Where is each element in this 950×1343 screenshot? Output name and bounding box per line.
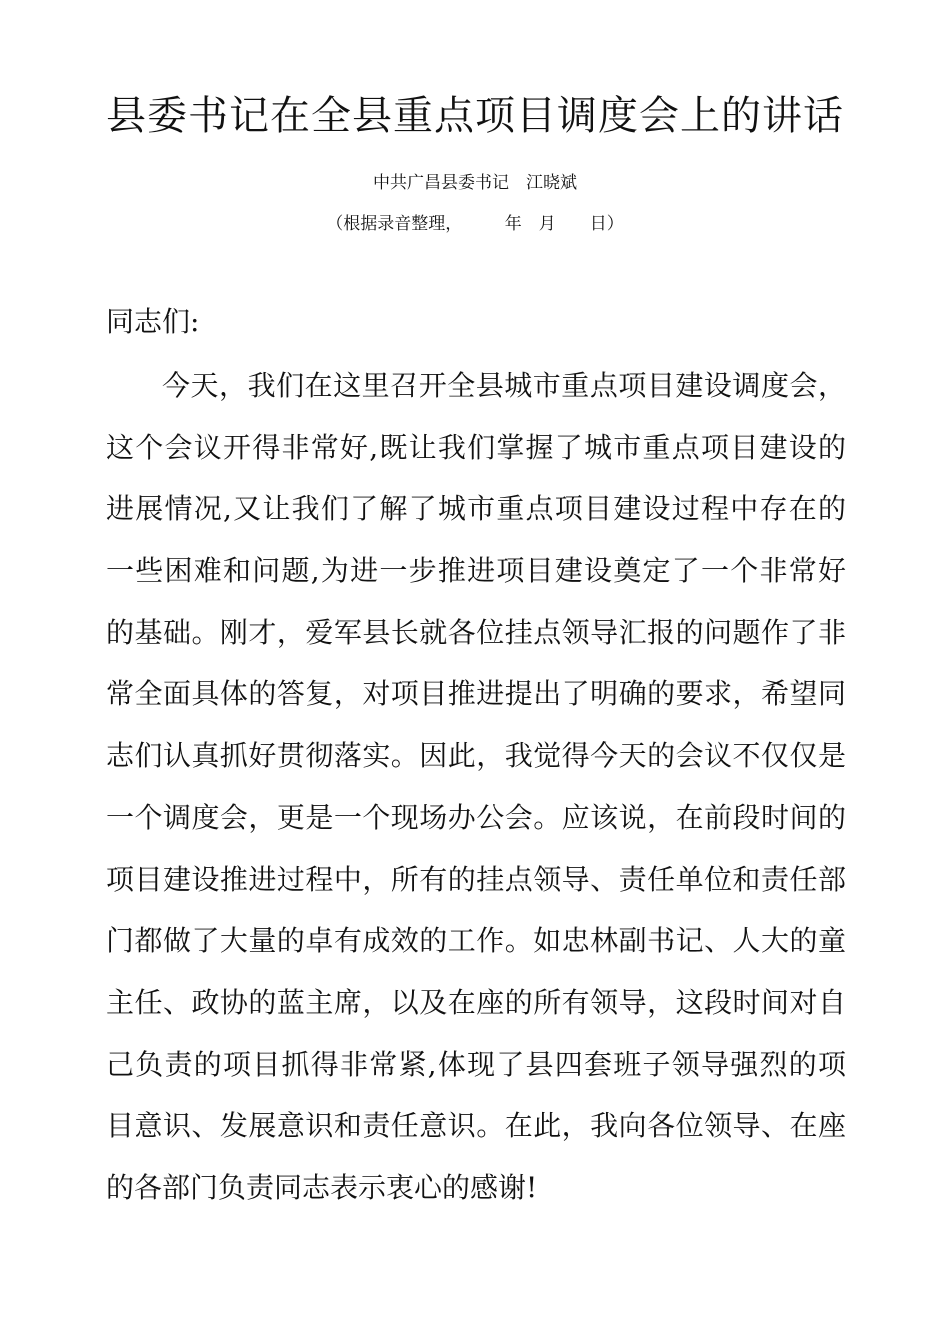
salutation: 同志们: — [106, 305, 200, 338]
paragraph-line: 这个会议开得非常好,既让我们掌握了城市重点项目建设的 — [106, 430, 846, 464]
paragraph-line: 一些困难和问题,为进一步推进项目建设奠定了一个非常好 — [106, 554, 846, 588]
paragraph-line: 目意识、发展意识和责任意识。在此，我向各位领导、在座 — [106, 1109, 846, 1143]
body-paragraph — [106, 360, 846, 1224]
paragraph-line: 的各部门负责同志表示衷心的感谢! — [106, 1170, 538, 1204]
paragraph-line: 的基础。刚才，爱军县长就各位挂点领导汇报的问题作了非 — [106, 615, 846, 649]
paragraph-line: 己负责的项目抓得非常紧,体现了县四套班子领导强烈的项 — [106, 1047, 846, 1081]
paragraph-line: 进展情况,又让我们了解了城市重点项目建设过程中存在的 — [106, 492, 846, 526]
paragraph-line: 门都做了大量的卓有成效的工作。如忠林副书记、人大的童 — [106, 924, 846, 958]
paragraph-line: 一个调度会，更是一个现场办公会。应该说，在前段时间的 — [106, 800, 846, 834]
paragraph-line: 主任、政协的蓝主席，以及在座的所有领导，这段时间对自 — [106, 985, 846, 1019]
transcription-note: （根据录音整理， 年 月 日） — [326, 214, 624, 234]
speech-title: 县委书记在全县重点项目调度会上的讲话 — [106, 93, 844, 139]
paragraph-line: 志们认真抓好贯彻落实。因此，我觉得今天的会议不仅仅是 — [106, 739, 846, 773]
author-line: 中共广昌县委书记 江晓斌 — [373, 173, 577, 193]
paragraph-line: 常全面具体的答复，对项目推进提出了明确的要求，希望同 — [106, 677, 846, 711]
paragraph-line: 项目建设推进过程中，所有的挂点领导、责任单位和责任部 — [106, 862, 846, 896]
paragraph-line: 今天，我们在这里召开全县城市重点项目建设调度会， — [162, 369, 846, 402]
